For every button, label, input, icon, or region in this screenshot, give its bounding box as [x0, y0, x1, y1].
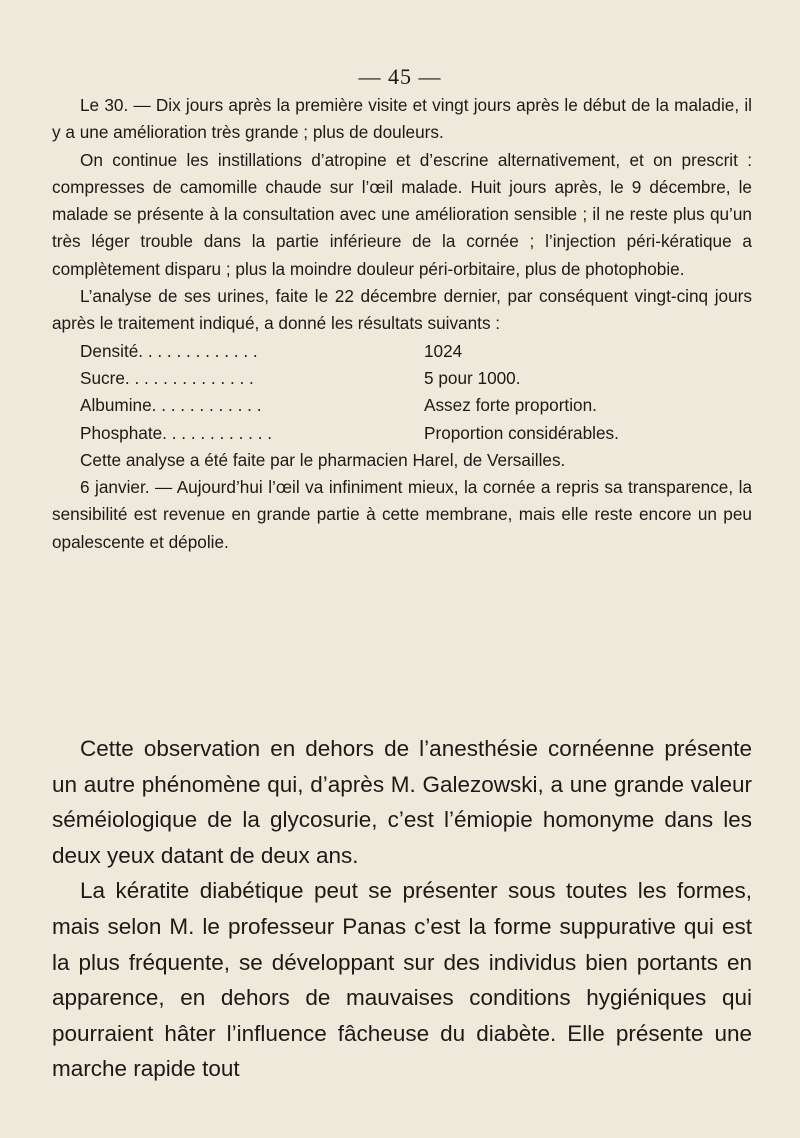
analysis-value: Assez forte proportion.	[424, 395, 597, 416]
paragraph-pharmacist: Cette analyse a été faite par le pharmacien Harel, de Versailles.	[80, 449, 566, 470]
analysis-value: 1024	[424, 340, 463, 361]
analysis-row	[52, 365, 752, 392]
paragraph-urine-analysis: L’analyse de ses urines, faite le 22 décembre dernier, par conséquent vingt-cinq jours après le traitement indiqué, a donné les résultats suivants :	[52, 286, 752, 334]
analysis-label: Densité. . . . . . . . . . . . .	[80, 340, 258, 361]
analysis-label: Phosphate. . . . . . . . . . . .	[80, 422, 273, 443]
analysis-value: Proportion considérables.	[424, 422, 619, 443]
analysis-row	[52, 392, 752, 419]
analysis-label: Sucre. . . . . . . . . . . . . .	[80, 367, 254, 388]
analysis-label: Albumine. . . . . . . . . . . .	[80, 395, 262, 416]
paragraph-keratitis: La kératite diabétique peut se présenter sous toutes les formes, mais selon M. le professeur Panas c’est la forme suppurative qui est la plus fréquente, se développant sur des individus bien portants en apparence, en dehors de mauvaises conditions hygiéniques qui pourraient hâter l’influence fâcheuse du diabète. Elle présente une marche rapide tout	[52, 878, 752, 1082]
analysis-table	[52, 338, 752, 447]
analysis-row	[52, 420, 752, 447]
commentary-text	[52, 731, 752, 1087]
page-number: — 45 —	[358, 64, 442, 89]
observation-notes	[52, 92, 752, 556]
paragraph-day-30: Le 30. — Dix jours après la première visite et vingt jours après le début de la maladie, il y a une amélioration très grande ; plus de douleurs.	[52, 95, 752, 143]
paragraph-observation: Cette observation en dehors de l’anesthésie cornéenne présente un autre phénomène qui, d’après M. Galezowski, a une grande valeur séméiologique de la glycosurie, c’est l’émiopie homonyme dans les deux yeux datant de deux ans.	[52, 736, 752, 868]
analysis-row	[52, 338, 752, 365]
paragraph-january-6: 6 janvier. — Aujourd’hui l’œil va infiniment mieux, la cornée a repris sa transparence, la sensibilité est revenue en grande partie à cette membrane, mais elle reste encore un peu opalescente et dépolie.	[52, 477, 752, 552]
analysis-value: 5 pour 1000.	[424, 367, 521, 388]
paragraph-treatment: On continue les instillations d’atropine et d’escrine alternativement, et on prescrit : compresses de camomille chaude sur l’œil malade. Huit jours après, le 9 décembre, le malade se présente à la consultation avec une amélioration sensible ; il ne reste plus qu’un très léger trouble dans la partie inférieure de la cornée ; l’injection péri-kératique a complètement disparu ; plus la moindre douleur péri-orbitaire, plus de photophobie.	[52, 149, 752, 279]
